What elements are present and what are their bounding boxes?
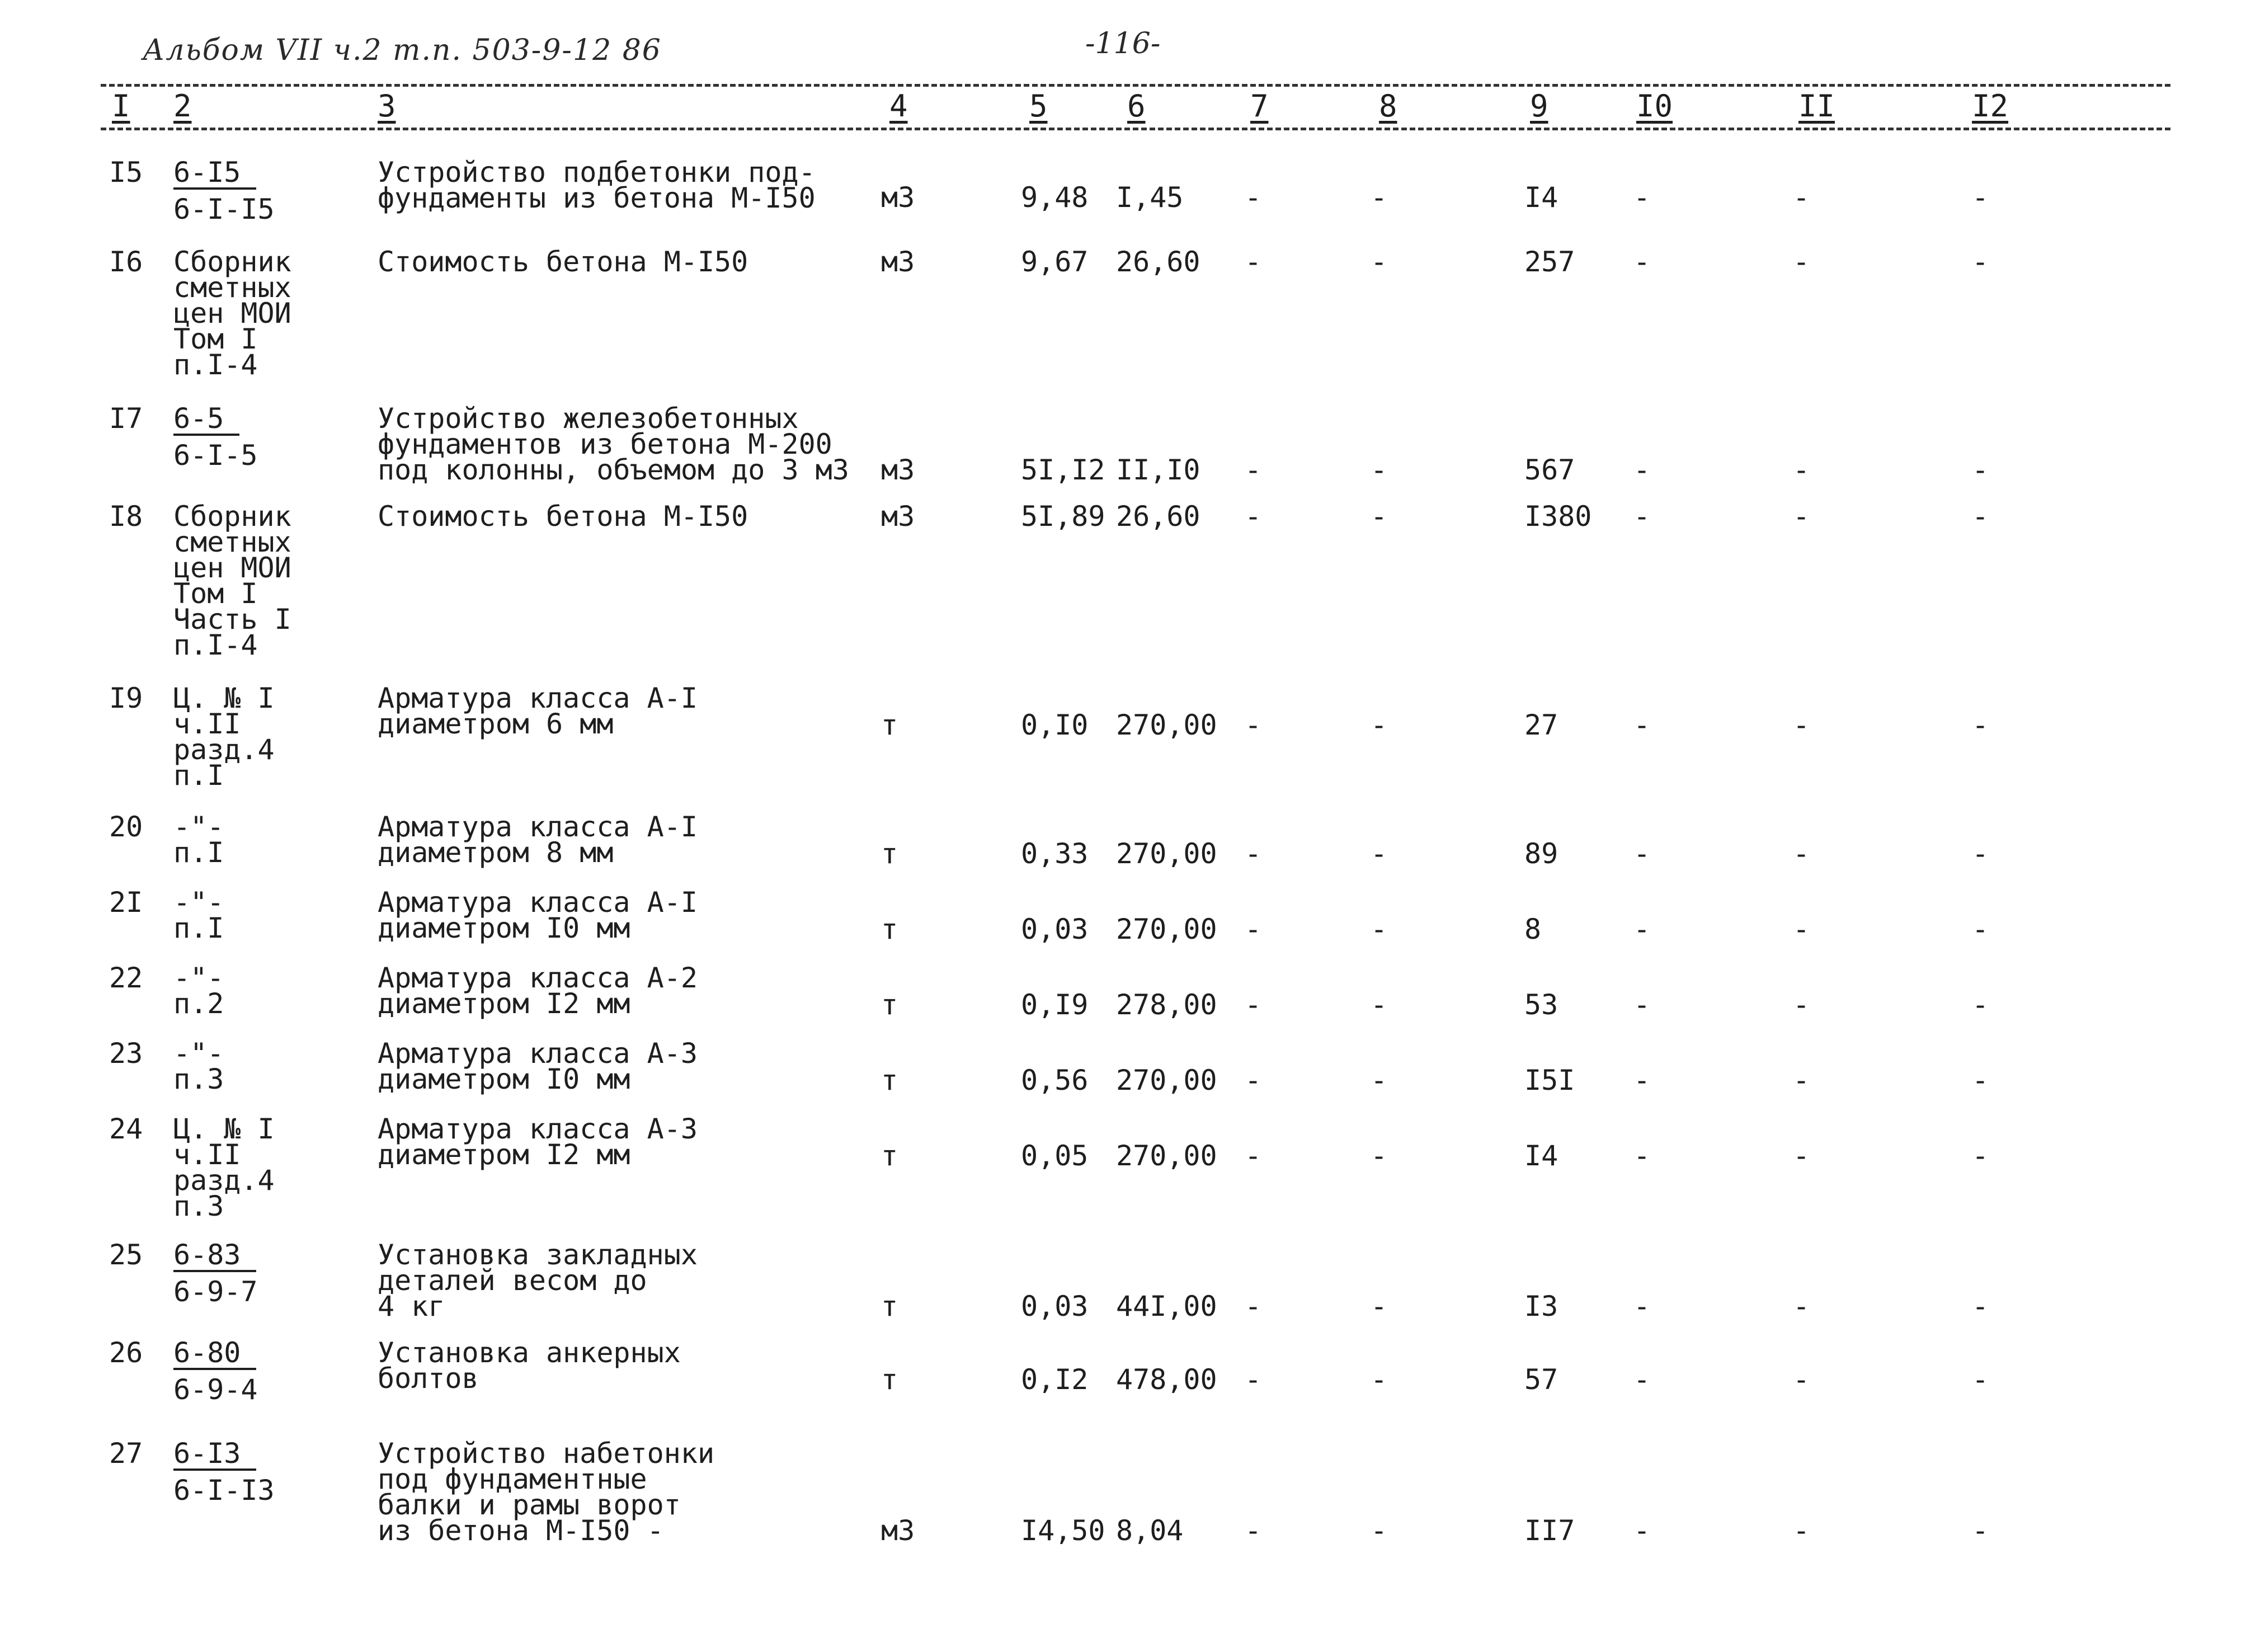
col-12-value: - — [1972, 1290, 1989, 1322]
total-cost: 53 — [1524, 989, 1558, 1021]
reference: Ц. № I ч.II разд.4 п.3 — [173, 1113, 275, 1222]
row-number: I8 — [109, 500, 143, 533]
col-11-value: - — [1793, 1064, 1810, 1096]
unit-price: II,I0 — [1116, 454, 1200, 486]
col-8-value: - — [1371, 181, 1388, 214]
col-12-value: - — [1972, 837, 1989, 870]
col-12-value: - — [1972, 709, 1989, 741]
description: Стоимость бетона М-I50 — [378, 246, 748, 278]
col-8-value: - — [1371, 1290, 1388, 1322]
reference: -"- п.3 — [173, 1037, 224, 1095]
col-11-value: - — [1793, 181, 1810, 214]
row-number: I6 — [109, 246, 143, 278]
quantity: I4,50 — [1021, 1514, 1105, 1547]
col-10-value: - — [1633, 454, 1651, 486]
col-11-value: - — [1793, 454, 1810, 486]
col-12-value: - — [1972, 500, 1989, 533]
unit: м3 — [881, 1514, 915, 1547]
column-header-7: 7 — [1250, 88, 1269, 124]
col-12-value: - — [1972, 246, 1989, 278]
col-11-value: - — [1793, 1363, 1810, 1396]
unit: м3 — [881, 181, 915, 214]
row-number: 2I — [109, 886, 143, 919]
col-7-value: - — [1245, 1290, 1262, 1322]
row-number: 23 — [109, 1037, 143, 1070]
column-header-6: 6 — [1127, 88, 1146, 124]
unit-price: 478,00 — [1116, 1363, 1217, 1396]
reference: Сборник сметных цен МОИ Том I п.I-4 — [173, 246, 291, 381]
total-cost: 567 — [1524, 454, 1575, 486]
col-11-value: - — [1793, 913, 1810, 945]
col-7-value: - — [1245, 837, 1262, 870]
total-cost: I3 — [1524, 1290, 1558, 1322]
row-number: 20 — [109, 811, 143, 843]
unit: т — [881, 1140, 898, 1172]
col-11-value: - — [1793, 837, 1810, 870]
column-header-5: 5 — [1029, 88, 1048, 124]
col-12-value: - — [1972, 181, 1989, 214]
column-header-10: I0 — [1636, 88, 1673, 124]
row-number: I9 — [109, 682, 143, 714]
quantity: 0,03 — [1021, 913, 1089, 945]
quantity: 0,03 — [1021, 1290, 1089, 1322]
unit: т — [881, 709, 898, 741]
total-cost: 57 — [1524, 1363, 1558, 1396]
col-10-value: - — [1633, 709, 1651, 741]
col-7-value: - — [1245, 1514, 1262, 1547]
unit-price: I,45 — [1116, 181, 1184, 214]
col-10-value: - — [1633, 246, 1651, 278]
row-number: 24 — [109, 1113, 143, 1145]
total-cost: I4 — [1524, 1140, 1558, 1172]
reference-bottom: 6-9-4 — [173, 1373, 258, 1406]
row-number: I7 — [109, 402, 143, 435]
row-number: 26 — [109, 1336, 143, 1369]
col-7-value: - — [1245, 989, 1262, 1021]
col-10-value: - — [1633, 1064, 1651, 1096]
description: Стоимость бетона М-I50 — [378, 500, 748, 533]
col-7-value: - — [1245, 500, 1262, 533]
unit: т — [881, 1290, 898, 1322]
col-10-value: - — [1633, 913, 1651, 945]
col-10-value: - — [1633, 989, 1651, 1021]
col-7-value: - — [1245, 1064, 1262, 1096]
quantity: 0,05 — [1021, 1140, 1089, 1172]
col-11-value: - — [1793, 709, 1810, 741]
reference-bottom: 6-9-7 — [173, 1276, 258, 1308]
column-header-3: 3 — [378, 88, 396, 124]
quantity: 0,I9 — [1021, 989, 1089, 1021]
col-7-value: - — [1245, 181, 1262, 214]
col-7-value: - — [1245, 913, 1262, 945]
quantity: 0,I2 — [1021, 1363, 1089, 1396]
col-11-value: - — [1793, 246, 1810, 278]
reference-top: 6-I5 — [173, 159, 256, 190]
album-reference: Альбом VII ч.2 т.п. 503-9-12 86 — [143, 34, 662, 67]
total-cost: II7 — [1524, 1514, 1575, 1547]
col-8-value: - — [1371, 989, 1388, 1021]
column-header-11: II — [1798, 88, 1835, 124]
column-header-4: 4 — [889, 88, 908, 124]
description: Установка анкерных болтов — [378, 1336, 681, 1395]
total-cost: I380 — [1524, 500, 1592, 533]
col-8-value: - — [1371, 246, 1388, 278]
unit-price: 278,00 — [1116, 989, 1217, 1021]
unit-price: 270,00 — [1116, 913, 1217, 945]
col-10-value: - — [1633, 1140, 1651, 1172]
unit-price: 26,60 — [1116, 246, 1200, 278]
reference: -"- п.I — [173, 886, 224, 944]
reference-top: 6-I3 — [173, 1441, 256, 1471]
reference: -"- п.I — [173, 811, 224, 869]
col-8-value: - — [1371, 837, 1388, 870]
col-12-value: - — [1972, 989, 1989, 1021]
total-cost: 8 — [1524, 913, 1542, 945]
row-number: 25 — [109, 1239, 143, 1271]
reference: Сборник сметных цен МОИ Том I Часть I п.I-4 — [173, 500, 291, 661]
unit-price: 270,00 — [1116, 709, 1217, 741]
col-12-value: - — [1972, 454, 1989, 486]
reference: Ц. № I ч.II разд.4 п.I — [173, 682, 275, 792]
description: Арматура класса А-3 диаметром I0 мм — [378, 1037, 698, 1095]
reference — [173, 402, 375, 472]
col-12-value: - — [1972, 1514, 1989, 1547]
reference-bottom: 6-I-5 — [173, 439, 258, 472]
description: Устройство железобетонных фундаментов из бетона М-200 под колонны, объемом до 3 м3 — [378, 402, 849, 486]
header-rule-top — [101, 84, 2170, 87]
reference-top: 6-83 — [173, 1242, 256, 1272]
total-cost: I5I — [1524, 1064, 1575, 1096]
row-number: 27 — [109, 1437, 143, 1470]
col-7-value: - — [1245, 454, 1262, 486]
col-8-value: - — [1371, 1140, 1388, 1172]
col-8-value: - — [1371, 500, 1388, 533]
col-7-value: - — [1245, 1140, 1262, 1172]
quantity: 0,I0 — [1021, 709, 1089, 741]
col-7-value: - — [1245, 246, 1262, 278]
reference-bottom: 6-I-I3 — [173, 1474, 275, 1507]
description: Устройство подбетонки под- фундаменты из бетона М-I50 — [378, 156, 816, 214]
reference-bottom: 6-I-I5 — [173, 193, 275, 225]
unit: т — [881, 837, 898, 870]
unit: м3 — [881, 246, 915, 278]
row-number: I5 — [109, 156, 143, 189]
description: Арматура класса А-I диаметром I0 мм — [378, 886, 698, 944]
total-cost: 27 — [1524, 709, 1558, 741]
reference — [173, 1336, 375, 1406]
unit-price: 270,00 — [1116, 837, 1217, 870]
column-header-1: I — [112, 88, 130, 124]
col-8-value: - — [1371, 709, 1388, 741]
total-cost: 89 — [1524, 837, 1558, 870]
col-11-value: - — [1793, 500, 1810, 533]
column-header-12: I2 — [1972, 88, 2009, 124]
unit: т — [881, 913, 898, 945]
quantity: 0,33 — [1021, 837, 1089, 870]
col-12-value: - — [1972, 1064, 1989, 1096]
col-8-value: - — [1371, 1363, 1388, 1396]
col-11-value: - — [1793, 1514, 1810, 1547]
unit-price: 270,00 — [1116, 1140, 1217, 1172]
reference: -"- п.2 — [173, 962, 224, 1020]
col-8-value: - — [1371, 913, 1388, 945]
col-8-value: - — [1371, 1064, 1388, 1096]
description: Арматура класса А-3 диаметром I2 мм — [378, 1113, 698, 1171]
reference-top: 6-80 — [173, 1340, 256, 1370]
unit: м3 — [881, 500, 915, 533]
quantity: 9,67 — [1021, 246, 1089, 278]
reference — [173, 1239, 375, 1308]
col-10-value: - — [1633, 1514, 1651, 1547]
unit-price: 270,00 — [1116, 1064, 1217, 1096]
col-10-value: - — [1633, 837, 1651, 870]
col-10-value: - — [1633, 1290, 1651, 1322]
column-header-8: 8 — [1379, 88, 1397, 124]
column-header-9: 9 — [1530, 88, 1548, 124]
reference — [173, 1437, 375, 1507]
col-11-value: - — [1793, 989, 1810, 1021]
quantity: 5I,I2 — [1021, 454, 1105, 486]
col-10-value: - — [1633, 500, 1651, 533]
reference — [173, 156, 375, 225]
col-7-value: - — [1245, 1363, 1262, 1396]
col-7-value: - — [1245, 709, 1262, 741]
page-number: -116- — [1085, 27, 1161, 60]
quantity: 9,48 — [1021, 181, 1089, 214]
unit: т — [881, 1363, 898, 1396]
row-number: 22 — [109, 962, 143, 994]
reference-top: 6-5 — [173, 406, 239, 436]
description: Арматура класса А-I диаметром 6 мм — [378, 682, 698, 740]
col-11-value: - — [1793, 1140, 1810, 1172]
col-12-value: - — [1972, 1140, 1989, 1172]
col-11-value: - — [1793, 1290, 1810, 1322]
quantity: 5I,89 — [1021, 500, 1105, 533]
col-10-value: - — [1633, 1363, 1651, 1396]
unit-price: 26,60 — [1116, 500, 1200, 533]
unit-price: 44I,00 — [1116, 1290, 1217, 1322]
total-cost: 257 — [1524, 246, 1575, 278]
description: Установка закладных деталей весом до 4 кг — [378, 1239, 698, 1322]
col-12-value: - — [1972, 1363, 1989, 1396]
col-12-value: - — [1972, 913, 1989, 945]
description: Устройство набетонки под фундаментные балки и рамы ворот из бетона М-I50 - — [378, 1437, 715, 1547]
unit: т — [881, 1064, 898, 1096]
col-8-value: - — [1371, 454, 1388, 486]
description: Арматура класса А-I диаметром 8 мм — [378, 811, 698, 869]
quantity: 0,56 — [1021, 1064, 1089, 1096]
header-rule-bottom — [101, 128, 2170, 130]
description: Арматура класса А-2 диаметром I2 мм — [378, 962, 698, 1020]
unit-price: 8,04 — [1116, 1514, 1184, 1547]
unit: м3 — [881, 454, 915, 486]
column-header-2: 2 — [173, 88, 192, 124]
col-10-value: - — [1633, 181, 1651, 214]
total-cost: I4 — [1524, 181, 1558, 214]
unit: т — [881, 989, 898, 1021]
col-8-value: - — [1371, 1514, 1388, 1547]
